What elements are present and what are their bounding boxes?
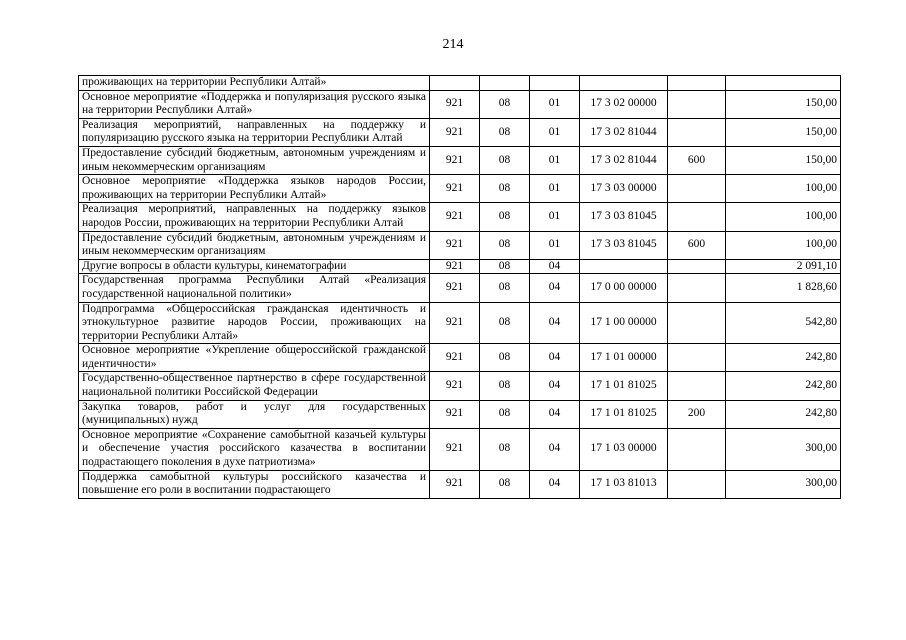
target-article-code: 17 1 01 81025 bbox=[580, 372, 668, 400]
table-row bbox=[79, 344, 841, 372]
section-code: 08 bbox=[480, 372, 530, 400]
target-article-code: 17 3 02 00000 bbox=[580, 90, 668, 118]
table-row bbox=[79, 231, 841, 259]
amount: 150,00 bbox=[726, 118, 841, 146]
expense-type-code bbox=[668, 175, 726, 203]
expense-type-code bbox=[668, 90, 726, 118]
subsection-code: 04 bbox=[530, 428, 580, 470]
target-article-code: 17 3 02 81044 bbox=[580, 146, 668, 174]
subsection-code: 04 bbox=[530, 274, 580, 302]
amount: 100,00 bbox=[726, 203, 841, 231]
subsection-code: 04 bbox=[530, 470, 580, 498]
row-name: проживающих на территории Республики Алтай» bbox=[79, 76, 430, 91]
target-article-code bbox=[580, 259, 668, 274]
target-article-code bbox=[580, 76, 668, 91]
subsection-code: 01 bbox=[530, 203, 580, 231]
amount: 100,00 bbox=[726, 175, 841, 203]
row-name: Основное мероприятие «Сохранение самобытной казачьей культуры и обеспечение участия российского казачества в воспитании подрастающего поколения в духе патриотизма» bbox=[79, 428, 430, 470]
grbs-code: 921 bbox=[430, 146, 480, 174]
expense-type-code bbox=[668, 76, 726, 91]
row-name: Реализация мероприятий, направленных на поддержку и популяризацию русского языка на территории Республики Алтай bbox=[79, 118, 430, 146]
table-row bbox=[79, 372, 841, 400]
amount: 300,00 bbox=[726, 470, 841, 498]
amount: 242,80 bbox=[726, 400, 841, 428]
row-name: Предоставление субсидий бюджетным, автономным учреждениям и иным некоммерческим организациям bbox=[79, 146, 430, 174]
table-row bbox=[79, 76, 841, 91]
amount: 300,00 bbox=[726, 428, 841, 470]
subsection-code: 04 bbox=[530, 400, 580, 428]
page-number: 214 bbox=[442, 37, 464, 52]
subsection-code: 01 bbox=[530, 175, 580, 203]
section-code: 08 bbox=[480, 344, 530, 372]
section-code: 08 bbox=[480, 118, 530, 146]
expense-type-code bbox=[668, 203, 726, 231]
expense-type-code bbox=[668, 259, 726, 274]
subsection-code bbox=[530, 76, 580, 91]
target-article-code: 17 1 01 81025 bbox=[580, 400, 668, 428]
table-row bbox=[79, 203, 841, 231]
row-name: Государственная программа Республики Алтай «Реализация государственной национальной политики» bbox=[79, 274, 430, 302]
subsection-code: 01 bbox=[530, 90, 580, 118]
section-code: 08 bbox=[480, 231, 530, 259]
section-code bbox=[480, 76, 530, 91]
target-article-code: 17 1 01 00000 bbox=[580, 344, 668, 372]
table-row bbox=[79, 259, 841, 274]
row-name: Другие вопросы в области культуры, кинематографии bbox=[79, 259, 430, 274]
target-article-code: 17 3 03 81045 bbox=[580, 203, 668, 231]
amount bbox=[726, 76, 841, 91]
expense-type-code bbox=[668, 274, 726, 302]
section-code: 08 bbox=[480, 470, 530, 498]
expense-type-code: 600 bbox=[668, 146, 726, 174]
row-name: Основное мероприятие «Укрепление общероссийской гражданской идентичности» bbox=[79, 344, 430, 372]
target-article-code: 17 0 00 00000 bbox=[580, 274, 668, 302]
section-code: 08 bbox=[480, 203, 530, 231]
target-article-code: 17 3 03 00000 bbox=[580, 175, 668, 203]
table-row bbox=[79, 302, 841, 344]
table-row bbox=[79, 118, 841, 146]
grbs-code: 921 bbox=[430, 470, 480, 498]
table-row bbox=[79, 175, 841, 203]
target-article-code: 17 1 00 00000 bbox=[580, 302, 668, 344]
budget-table bbox=[78, 75, 841, 499]
target-article-code: 17 3 03 81045 bbox=[580, 231, 668, 259]
section-code: 08 bbox=[480, 175, 530, 203]
amount: 2 091,10 bbox=[726, 259, 841, 274]
expense-type-code bbox=[668, 428, 726, 470]
subsection-code: 04 bbox=[530, 372, 580, 400]
table-row bbox=[79, 400, 841, 428]
amount: 242,80 bbox=[726, 344, 841, 372]
amount: 542,80 bbox=[726, 302, 841, 344]
section-code: 08 bbox=[480, 146, 530, 174]
expense-type-code bbox=[668, 470, 726, 498]
subsection-code: 01 bbox=[530, 231, 580, 259]
subsection-code: 04 bbox=[530, 259, 580, 274]
expense-type-code bbox=[668, 302, 726, 344]
target-article-code: 17 3 02 81044 bbox=[580, 118, 668, 146]
section-code: 08 bbox=[480, 259, 530, 274]
grbs-code: 921 bbox=[430, 274, 480, 302]
grbs-code: 921 bbox=[430, 203, 480, 231]
grbs-code: 921 bbox=[430, 302, 480, 344]
section-code: 08 bbox=[480, 90, 530, 118]
grbs-code: 921 bbox=[430, 231, 480, 259]
expense-type-code bbox=[668, 372, 726, 400]
grbs-code: 921 bbox=[430, 90, 480, 118]
row-name: Основное мероприятие «Поддержка языков народов России, проживающих на территории Республики Алтай» bbox=[79, 175, 430, 203]
grbs-code: 921 bbox=[430, 372, 480, 400]
row-name: Поддержка самобытной культуры российского казачества и повышение его роли в воспитании подрастающего bbox=[79, 470, 430, 498]
expense-type-code bbox=[668, 118, 726, 146]
amount: 150,00 bbox=[726, 90, 841, 118]
row-name: Реализация мероприятий, направленных на поддержку языков народов России, проживающих на территории Республики Алтай bbox=[79, 203, 430, 231]
subsection-code: 04 bbox=[530, 302, 580, 344]
subsection-code: 01 bbox=[530, 146, 580, 174]
section-code: 08 bbox=[480, 428, 530, 470]
subsection-code: 01 bbox=[530, 118, 580, 146]
grbs-code: 921 bbox=[430, 175, 480, 203]
row-name: Закупка товаров, работ и услуг для государственных (муниципальных) нужд bbox=[79, 400, 430, 428]
amount: 1 828,60 bbox=[726, 274, 841, 302]
table-row bbox=[79, 90, 841, 118]
target-article-code: 17 1 03 81013 bbox=[580, 470, 668, 498]
grbs-code: 921 bbox=[430, 344, 480, 372]
grbs-code: 921 bbox=[430, 400, 480, 428]
expense-type-code: 600 bbox=[668, 231, 726, 259]
grbs-code: 921 bbox=[430, 428, 480, 470]
section-code: 08 bbox=[480, 274, 530, 302]
row-name: Основное мероприятие «Поддержка и популяризация русского языка на территории Республики Алтай» bbox=[79, 90, 430, 118]
amount: 150,00 bbox=[726, 146, 841, 174]
row-name: Подпрограмма «Общероссийская гражданская идентичность и этнокультурное развитие народов России, проживающих на территории Республики Алтай» bbox=[79, 302, 430, 344]
target-article-code: 17 1 03 00000 bbox=[580, 428, 668, 470]
table-row bbox=[79, 470, 841, 498]
row-name: Предоставление субсидий бюджетным, автономным учреждениям и иным некоммерческим организациям bbox=[79, 231, 430, 259]
table-row bbox=[79, 274, 841, 302]
subsection-code: 04 bbox=[530, 344, 580, 372]
grbs-code: 921 bbox=[430, 259, 480, 274]
amount: 100,00 bbox=[726, 231, 841, 259]
expense-type-code: 200 bbox=[668, 400, 726, 428]
amount: 242,80 bbox=[726, 372, 841, 400]
table-row bbox=[79, 428, 841, 470]
row-name: Государственно-общественное партнерство в сфере государственной национальной политики Российской Федерации bbox=[79, 372, 430, 400]
section-code: 08 bbox=[480, 400, 530, 428]
section-code: 08 bbox=[480, 302, 530, 344]
expense-type-code bbox=[668, 344, 726, 372]
grbs-code bbox=[430, 76, 480, 91]
table-row bbox=[79, 146, 841, 174]
grbs-code: 921 bbox=[430, 118, 480, 146]
